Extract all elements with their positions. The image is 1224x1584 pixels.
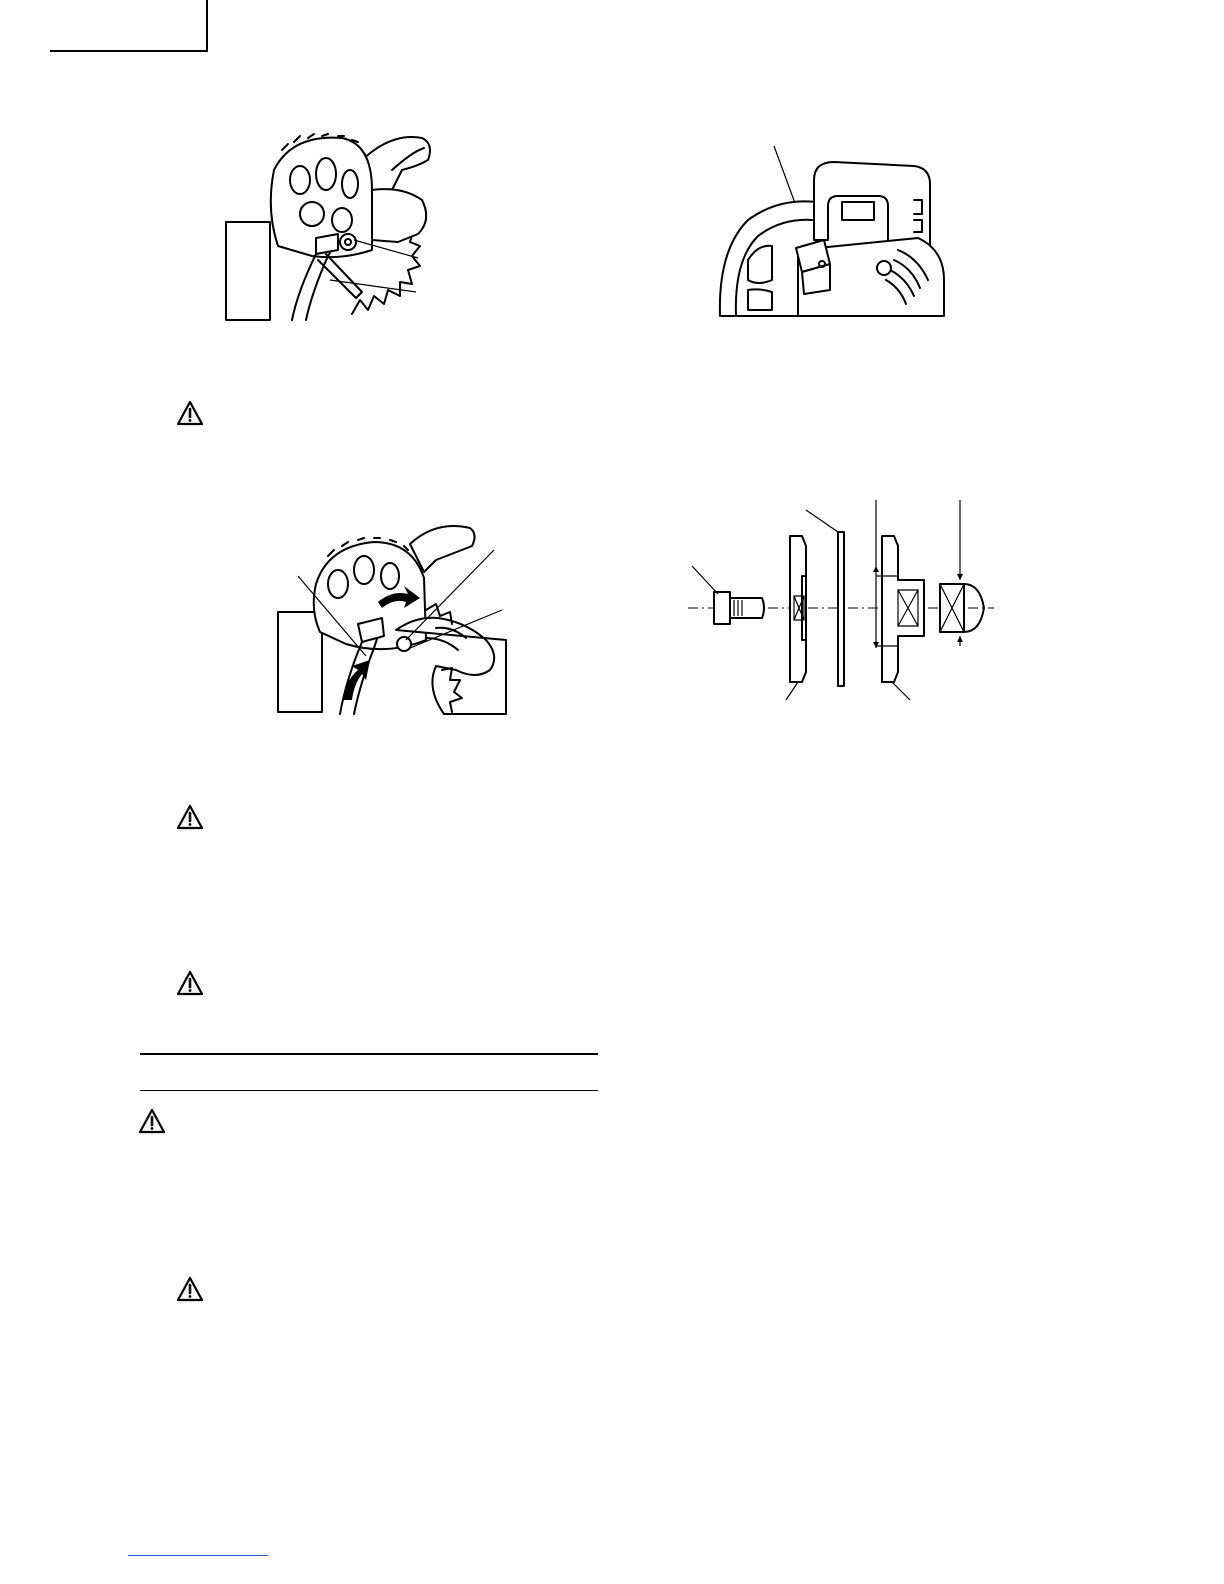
warning-triangle-icon xyxy=(176,1276,204,1302)
section-rule-top xyxy=(140,1053,598,1055)
page-number-tab xyxy=(50,0,208,52)
warning-triangle-icon xyxy=(138,1108,166,1134)
warning-triangle-icon xyxy=(176,400,204,426)
figure-saw-head-wrench xyxy=(222,130,437,322)
warning-triangle-icon xyxy=(176,970,204,996)
figure-blade-change-hands xyxy=(276,520,506,714)
footer-link[interactable] xyxy=(128,1555,268,1556)
figure-blade-flange-diagram xyxy=(686,496,996,700)
warning-triangle-icon xyxy=(176,804,204,830)
figure-saw-handle xyxy=(718,140,948,318)
section-rule-bottom xyxy=(140,1090,598,1091)
